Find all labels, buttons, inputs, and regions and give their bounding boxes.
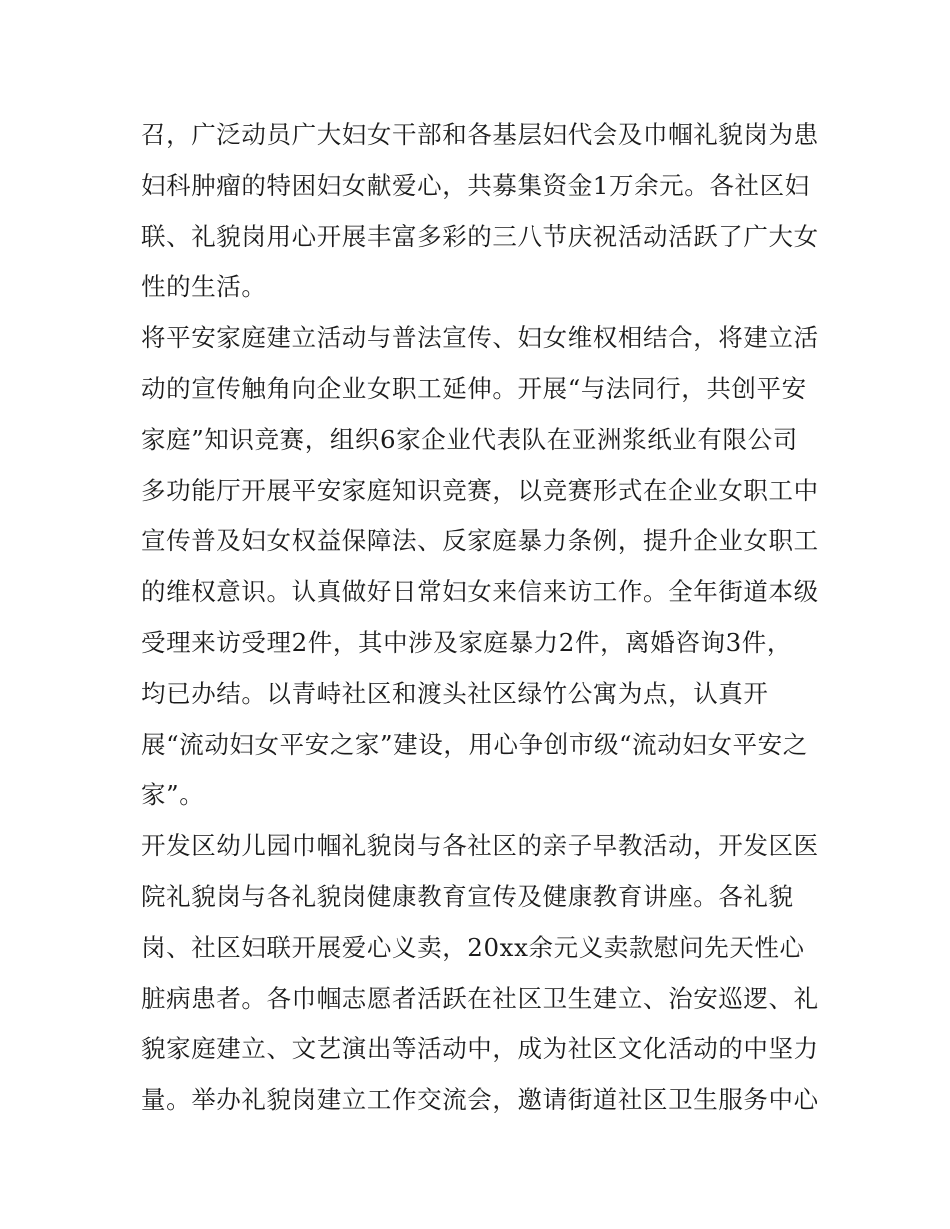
paragraph-1 bbox=[141, 110, 831, 313]
text-line: 受理来访受理2件，其中涉及家庭暴力2件，离婚咨询3件， bbox=[141, 627, 792, 657]
text-line: 动的宣传触角向企业女职工延伸。开展“与法同行，共创平安 bbox=[141, 373, 807, 403]
document-body bbox=[141, 110, 831, 1126]
text-line: 岗、社区妇联开展爱心义卖，20xx余元义卖款慰问先天性心 bbox=[141, 932, 805, 962]
text-line: 貌家庭建立、文艺演出等活动中，成为社区文化活动的中坚力 bbox=[141, 1034, 819, 1064]
text-line: 家庭”知识竞赛，组织6家企业代表队在亚洲浆纸业有限公司 bbox=[141, 424, 798, 454]
text-line: 院礼貌岗与各礼貌岗健康教育宣传及健康教育讲座。各礼貌 bbox=[141, 881, 794, 911]
text-line: 联、礼貌岗用心开展丰富多彩的三八节庆祝活动活跃了广大女 bbox=[141, 221, 819, 251]
text-line: 脏病患者。各巾帼志愿者活跃在社区卫生建立、治安巡逻、礼 bbox=[141, 983, 819, 1013]
text-line: 量。举办礼貌岗建立工作交流会，邀请街道社区卫生服务中心 bbox=[141, 1085, 819, 1115]
text-line: 的维权意识。认真做好日常妇女来信来访工作。全年街道本级 bbox=[141, 577, 819, 607]
text-line: 家”。 bbox=[141, 780, 205, 810]
text-line: 性的生活。 bbox=[141, 272, 267, 302]
text-line: 将平安家庭建立活动与普法宣传、妇女维权相结合，将建立活 bbox=[141, 323, 819, 353]
text-line: 多功能厅开展平安家庭知识竞赛，以竞赛形式在企业女职工中 bbox=[141, 475, 819, 505]
paragraph-2 bbox=[141, 313, 831, 821]
text-line: 均已办结。以青峙社区和渡头社区绿竹公寓为点，认真开 bbox=[141, 678, 769, 708]
paragraph-3 bbox=[141, 821, 831, 1126]
text-line: 召，广泛动员广大妇女干部和各基层妇代会及巾帼礼貌岗为患 bbox=[141, 120, 819, 149]
text-line: 展“流动妇女平安之家”建设，用心争创市级“流动妇女平安之 bbox=[141, 729, 808, 759]
text-line: 宣传普及妇女权益保障法、反家庭暴力条例，提升企业女职工 bbox=[141, 526, 819, 556]
text-line: 妇科肿瘤的特困妇女献爱心，共募集资金1万余元。各社区妇 bbox=[141, 170, 810, 200]
text-line: 开发区幼儿园巾帼礼貌岗与各社区的亲子早教活动，开发区医 bbox=[141, 831, 819, 861]
